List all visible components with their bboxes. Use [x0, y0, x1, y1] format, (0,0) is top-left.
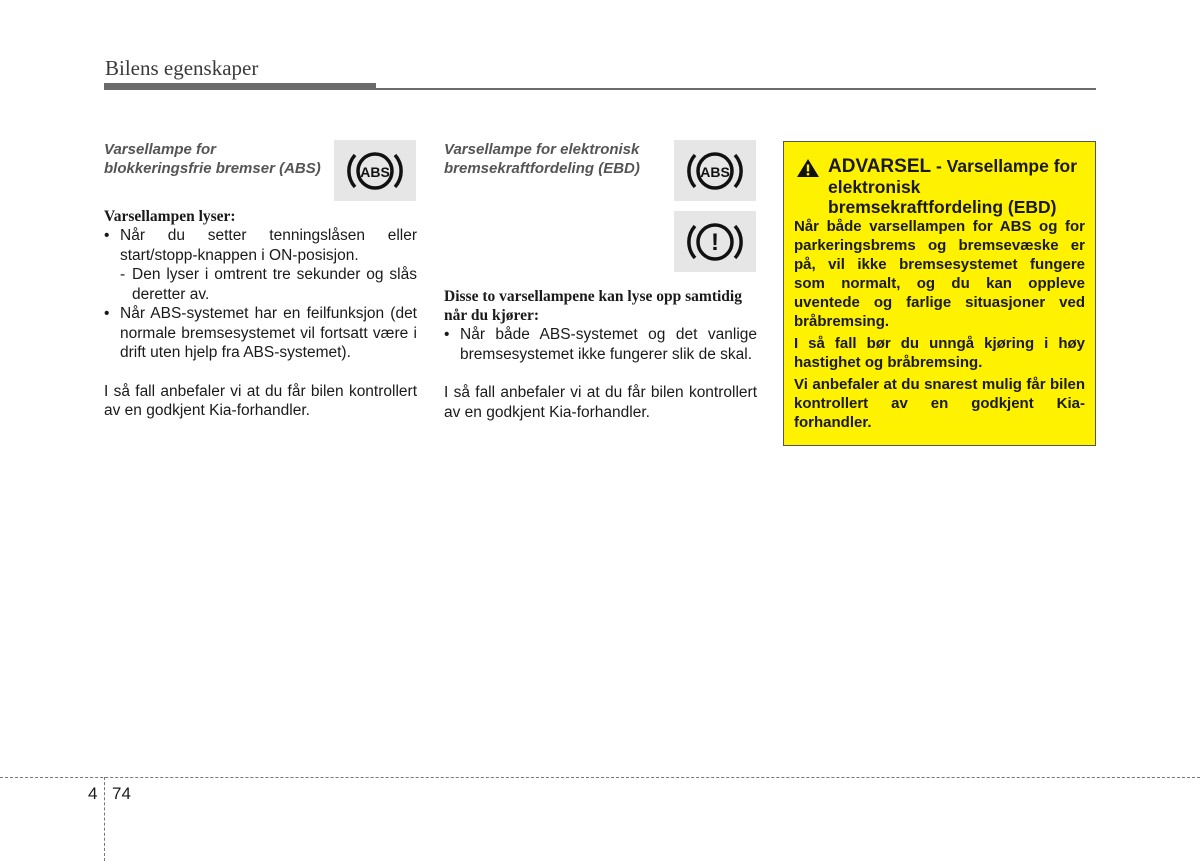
ebd-paragraph: I så fall anbefaler vi at du får bilen kontrollert av en godkjent Kia-forhandler. [444, 384, 757, 421]
header-rule-thin [376, 88, 1096, 90]
footer-divider [104, 777, 105, 861]
warning-paragraph: I så fall bør du unngå kjøring i høy hastighet og bråbremsing. [794, 335, 1085, 371]
warning-title: ADVARSEL - Varsellampe for elektronisk bremsekraftfordeling (EBD) [828, 156, 1078, 217]
abs-subheading: Varsellampe for blokkeringsfrie bremser (ABS) [104, 141, 321, 177]
footer-rule [0, 777, 1200, 778]
svg-text:!: ! [711, 228, 719, 256]
page-header-title: Bilens egenskaper [105, 56, 259, 80]
ebd-subheading: Varsellampe for elektronisk bremsekraftfordeling (EBD) [444, 141, 640, 177]
ebd-intro: Disse to varsellampene kan lyse opp samtidig når du kjører: [444, 288, 742, 324]
warning-paragraph: Vi anbefaler at du snarest mulig får bilen kontrollert av en godkjent Kia-forhandler. [794, 376, 1085, 431]
list-item: • Når ABS-systemet har en feilfunksjon (det normale bremsesystemet vil fortsatt være i drift uten hjelp fra ABS-systemet). [104, 305, 417, 361]
list-subitem: - Den lyser i omtrent tre sekunder og slås deretter av. [120, 266, 417, 303]
chapter-number: 4 [88, 784, 98, 803]
abs-section [104, 140, 417, 421]
list-item: • Når både ABS-systemet og det vanlige bremsesystemet ikke fungerer slik de skal. [444, 326, 757, 363]
ebd-section [444, 140, 757, 422]
abs-paragraph: I så fall anbefaler vi at du får bilen kontrollert av en godkjent Kia-forhandler. [104, 382, 417, 419]
page-number: 74 [112, 784, 131, 803]
warning-paragraph: Når både varsellampen for ABS og for parkeringsbrems og bremsevæske er på, vil ikke bremsesystemet fungere som normalt, og du kan oppleve uventede og farlige situasjoner ved bråbremsing. [794, 218, 1085, 330]
svg-text:ABS: ABS [700, 163, 730, 180]
list-item: • Når du setter tenningslåsen eller start/stopp-knappen i ON-posisjon. [104, 227, 417, 264]
warning-triangle-icon [796, 158, 820, 178]
abs-intro: Varsellampen lyser: [104, 208, 236, 225]
warning-box [783, 141, 1096, 446]
header-rule-thick [104, 83, 376, 90]
svg-text:ABS: ABS [360, 163, 390, 180]
